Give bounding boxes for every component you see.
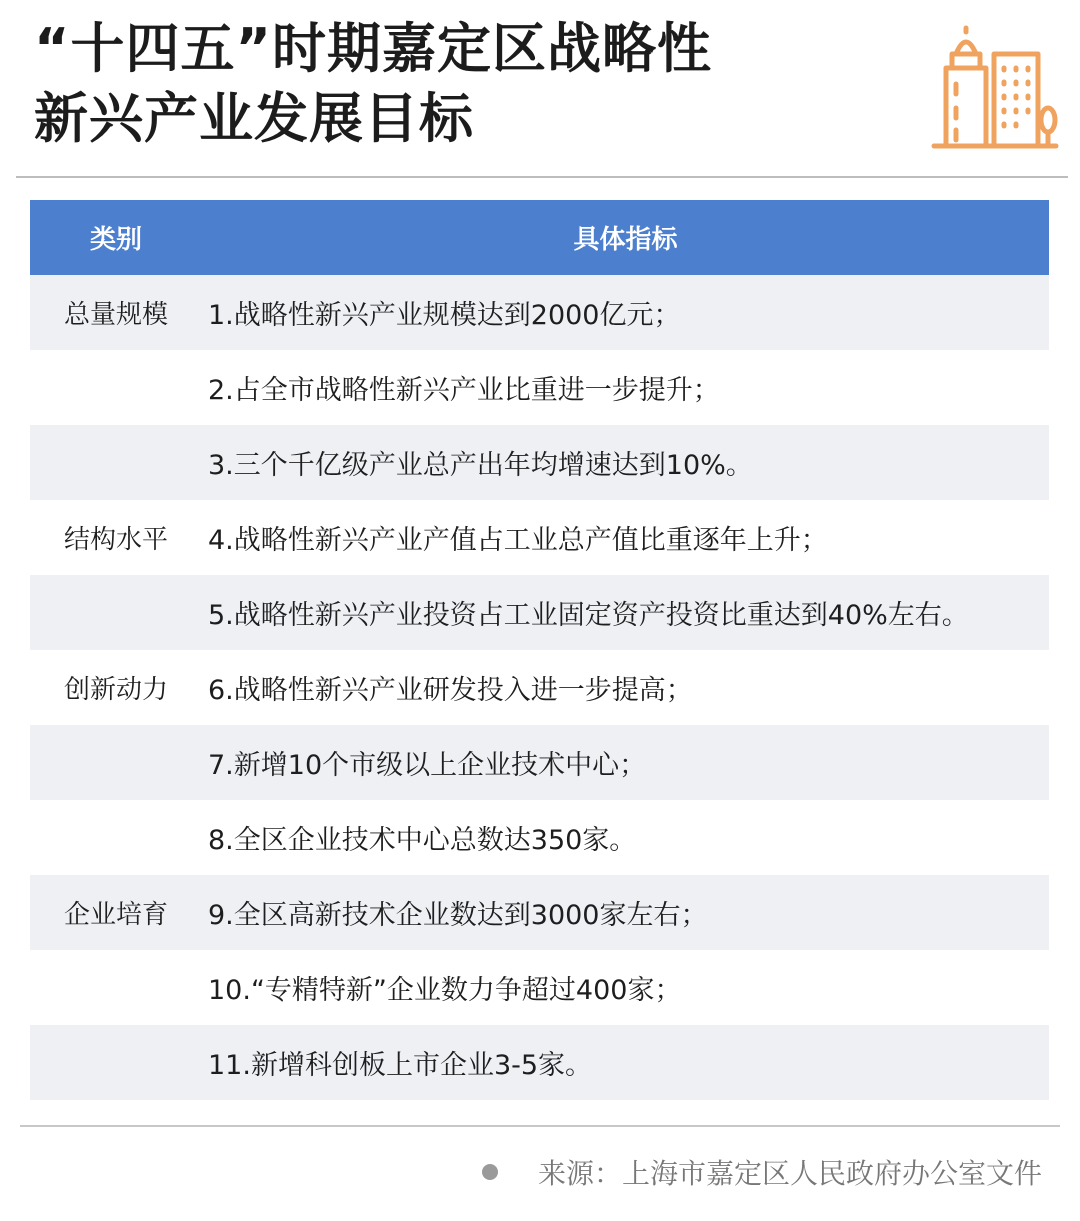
category-cell: 结构水平 <box>63 525 168 555</box>
indicator-cell: 11.新增科创板上市企业3-5家。 <box>208 1050 593 1081</box>
source-text: 来源：上海市嘉定区人民政府办公室文件 <box>537 1157 1042 1190</box>
table-row <box>30 800 1049 875</box>
indicator-cell: 1.战略性新兴产业规模达到2000亿元； <box>208 300 681 331</box>
column-header-category: 类别 <box>89 225 142 255</box>
bullet-dot-icon <box>482 1164 498 1180</box>
title-line-1: “十四五”时期嘉定区战略性 <box>34 17 712 80</box>
source-note <box>482 1150 1042 1194</box>
indicator-cell: 7.新增10个市级以上企业技术中心； <box>208 750 647 781</box>
title-line-2: 新兴产业发展目标 <box>34 87 474 150</box>
indicator-cell: 3.三个千亿级产业总产出年均增速达到10%。 <box>208 450 753 481</box>
bottom-divider <box>20 1125 1060 1127</box>
city-buildings-icon <box>930 24 1062 152</box>
category-cell: 总量规模 <box>63 300 168 330</box>
category-cell: 企业培育 <box>63 900 168 930</box>
table-row <box>30 350 1049 425</box>
table-row <box>30 425 1049 500</box>
indicator-cell: 5.战略性新兴产业投资占工业固定资产投资比重达到40%左右。 <box>208 600 969 631</box>
indicator-cell: 8.全区企业技术中心总数达350家。 <box>208 825 637 856</box>
page-title <box>34 14 712 154</box>
column-header-indicator: 具体指标 <box>573 225 678 255</box>
category-cell: 创新动力 <box>63 675 168 705</box>
indicator-cell: 2.占全市战略性新兴产业比重进一步提升； <box>208 375 720 406</box>
indicator-cell: 6.战略性新兴产业研发投入进一步提高； <box>208 675 693 706</box>
table-row <box>30 1025 1049 1100</box>
table-row <box>30 950 1049 1025</box>
table-row <box>30 875 1049 950</box>
indicator-cell: 4.战略性新兴产业产值占工业总产值比重逐年上升； <box>208 525 828 556</box>
table-row <box>30 575 1049 650</box>
table-row <box>30 500 1049 575</box>
header <box>0 0 1080 178</box>
table-row <box>30 275 1049 350</box>
indicator-cell: 9.全区高新技术企业数达到3000家左右； <box>208 900 708 931</box>
table-header <box>30 200 1049 275</box>
top-divider <box>16 176 1068 178</box>
table-row <box>30 650 1049 725</box>
targets-table <box>30 200 1049 1100</box>
indicator-cell: 10.“专精特新”企业数力争超过400家； <box>208 975 682 1006</box>
table-row <box>30 725 1049 800</box>
